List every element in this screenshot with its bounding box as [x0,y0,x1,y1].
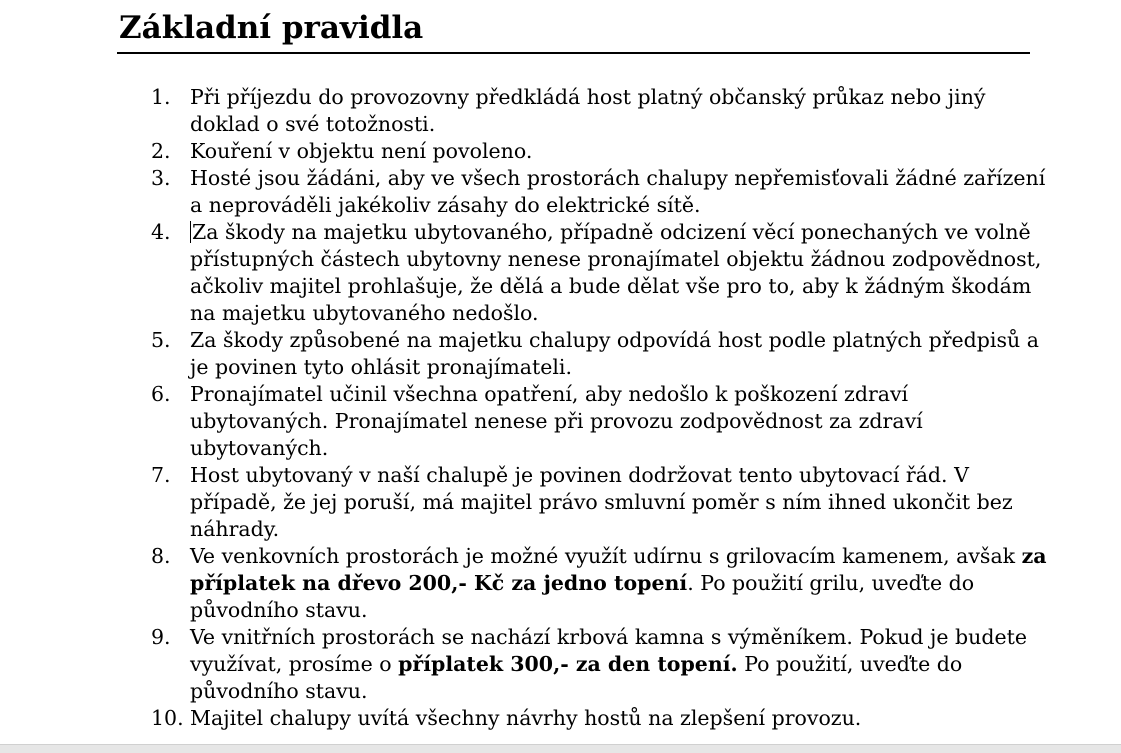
list-item-number: 5. [151,328,171,352]
list-item [151,462,1051,543]
text-segment: Ve vnitřních prostorách se nachází krbová kamna s výměníkem. Pokud je budete využívat, prosíme o [190,625,1027,676]
list-item-text: Za škody způsobené na majetku chalupy odpovídá host podle platných předpisů a je povinen tyto ohlásit pronajímateli. [190,328,1039,379]
page-title: Základní pravidla [117,8,1030,54]
list-item-number: 1. [151,85,171,109]
list-item-text: Při příjezdu do provozovny předkládá host platný občanský průkaz nebo jiný doklad o své totožnosti. [190,85,986,136]
list-item-text [190,544,1047,622]
list-item-text: Kouření v objektu není povoleno. [190,139,533,163]
list-item-text [190,625,1027,703]
rules-list [151,84,1051,732]
list-item [151,138,1051,165]
bold-price-note: za příplatek na dřevo 200,- Kč za jedno topení [190,544,1047,595]
text-segment: Po použití, uveďte do původního stavu. [190,652,963,703]
list-item-number: 8. [151,544,171,568]
text-segment: . Po použití grilu, uveďte do původního stavu. [190,571,975,622]
list-item [151,381,1051,462]
text-cursor [190,221,191,243]
bold-price-note: příplatek 300,- za den topení. [398,652,738,676]
text-segment: Ve venkovních prostorách je možné využít udírnu s grilovacím kamenem, avšak [190,544,1022,568]
list-item-number: 2. [151,139,171,163]
list-item-number: 7. [151,463,171,487]
list-item-text: Za škody na majetku ubytovaného, případně odcizení věcí ponechaných ve volně přístupných částech ubytovny nenese pronajímatel objektu žádnou zodpovědnost, ačkoliv majitel prohlašuje, že dělá a bude dělat vše pro to, aby k žádným škodám na majetku ubytovaného nedošlo. [190,220,1042,325]
list-item [151,705,1051,732]
list-item-text: Hosté jsou žádáni, aby ve všech prostorách chalupy nepřemisťovali žádné zařízení a neprováděli jakékoliv zásahy do elektrické sítě. [190,166,1046,217]
list-item [151,327,1051,381]
list-item-text: Pronajímatel učinil všechna opatření, aby nedošlo k poškození zdraví ubytovaných. Pronajímatel nenese při provozu zodpovědnost za zdraví ubytovaných. [190,382,923,460]
list-item-number: 4. [151,220,171,244]
list-item-number: 3. [151,166,171,190]
list-item [151,219,1051,327]
list-item-number: 6. [151,382,171,406]
list-item-number: 10. [151,706,184,730]
list-item [151,543,1051,624]
list-item-text: Host ubytovaný v naší chalupě je povinen dodržovat tento ubytovací řád. V případě, že jej poruší, má majitel právo smluvní poměr s ním ihned ukončit bez náhrady. [190,463,1013,541]
list-item-text: Majitel chalupy uvítá všechny návrhy hostů na zlepšení provozu. [190,706,862,730]
list-item-number: 9. [151,625,171,649]
list-item [151,84,1051,138]
list-item [151,165,1051,219]
list-item [151,624,1051,705]
